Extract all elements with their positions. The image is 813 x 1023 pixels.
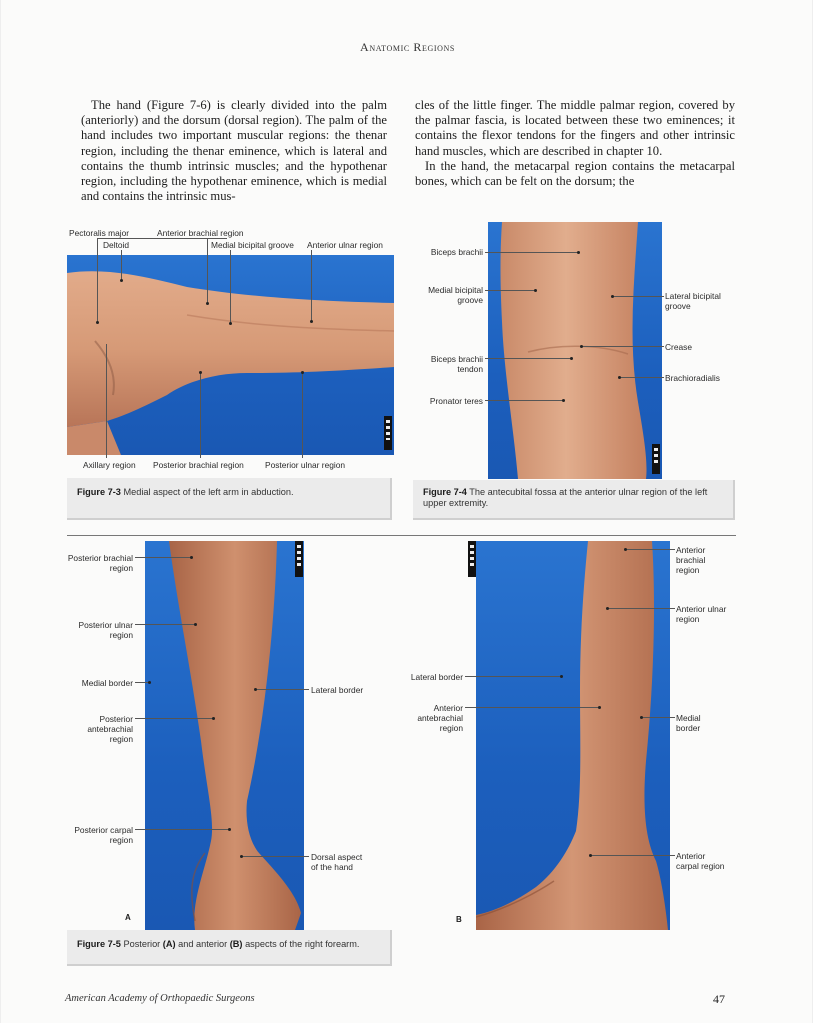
figure-number: Figure 7-4 [423,487,467,497]
section-divider [67,535,736,536]
figure-7-5a-photo [145,541,304,930]
panel-letter-b: B [456,915,462,924]
label-medial-bicipital-groove: Medial bicipital groove [428,285,483,305]
label-anterior-brachial-region: Anterior brachial region [676,545,706,575]
body-text-right-column [415,98,735,189]
scale-bar [468,541,476,577]
label-posterior-brachial-region: Posterior brachial region [67,553,133,573]
figure-7-5-caption: Figure 7-5 Posterior (A) and anterior (B) aspects of the right forearm. [67,930,392,966]
label-pectoralis-major: Pectoralis major [69,228,130,238]
scale-bar [295,541,303,577]
scale-bar [384,416,392,450]
footer-publisher: American Academy of Orthopaedic Surgeons [65,993,255,1004]
posterior-forearm-illustration [145,541,304,930]
label-lateral-border: Lateral border [410,672,463,682]
label-posterior-brachial-region: Posterior brachial region [153,460,244,470]
label-biceps-brachii: Biceps brachii [430,247,483,257]
label-anterior-carpal-region: Anterior carpal region [676,851,725,871]
caption-text: Medial aspect of the left arm in abduction. [123,487,294,497]
paragraph: In the hand, the metacarpal region contains the metacarpal bones, which can be felt on the dorsum; the [415,158,735,189]
panel-letter-a: A [125,913,131,922]
label-anterior-brachial-region: Anterior brachial region [157,228,244,238]
anterior-forearm-illustration [476,541,670,930]
figure-7-5b-photo [476,541,670,930]
figure-7-3-caption [67,478,392,520]
figure-7-4-caption [413,480,735,520]
label-pronator-teres: Pronator teres [429,396,483,406]
label-posterior-ulnar-region: Posterior ulnar region [265,460,346,470]
label-axillary-region: Axillary region [83,460,136,470]
label-anterior-antebrachial-region: Anterior antebrachial region [417,703,463,733]
label-posterior-carpal-region: Posterior carpal region [74,825,133,845]
page-number: 47 [713,992,725,1006]
label-brachioradialis: Brachioradialis [665,373,720,383]
antecubital-fossa-illustration [488,222,662,479]
body-text-left-column [81,98,387,204]
paragraph: The hand (Figure 7-6) is clearly divided into the palm (anteriorly) and the dorsum (dorsal region). The palm of the hand includes two important muscular regions: the thenar region, including the thenar eminence, which is lateral and contains the thumb intrinsic muscles; and the hypothenar region, including the hypothenar eminence, which is medial and contains the intrinsic mus- [81,98,387,204]
label-medial-border: Medial border [81,678,133,688]
figure-number: Figure 7-3 [77,487,121,497]
label-lateral-border: Lateral border [311,685,364,695]
paragraph: cles of the little finger. The middle palmar region, covered by the palmar fascia, is located between these two eminences; it contains the flexor tendons for the fingers and other intrinsic hand muscles, which are described in chapter 10. [415,98,735,158]
label-posterior-ulnar-region: Posterior ulnar region [78,620,133,640]
label-anterior-ulnar-region: Anterior ulnar region [676,604,727,624]
label-deltoid: Deltoid [103,240,130,250]
label-medial-border: Medial border [676,713,701,733]
figure-number: Figure 7-5 [77,939,121,949]
label-crease: Crease [665,342,692,352]
scale-bar [652,444,660,474]
caption-text: The antecubital fossa at the anterior ulnar region of the left upper extremity. [423,487,708,508]
label-anterior-ulnar-region: Anterior ulnar region [307,240,383,250]
label-posterior-antebrachial-region: Posterior antebrachial region [87,714,133,744]
label-medial-bicipital-groove: Medial bicipital groove [211,240,294,250]
label-lateral-bicipital-groove: Lateral bicipital groove [665,291,721,311]
running-head: Anatomic Regions [360,40,455,54]
label-biceps-brachii-tendon: Biceps brachii tendon [430,354,483,374]
label-dorsal-aspect-of-the-hand: Dorsal aspect of the hand [311,852,363,872]
figure-7-4-photo [488,222,662,479]
